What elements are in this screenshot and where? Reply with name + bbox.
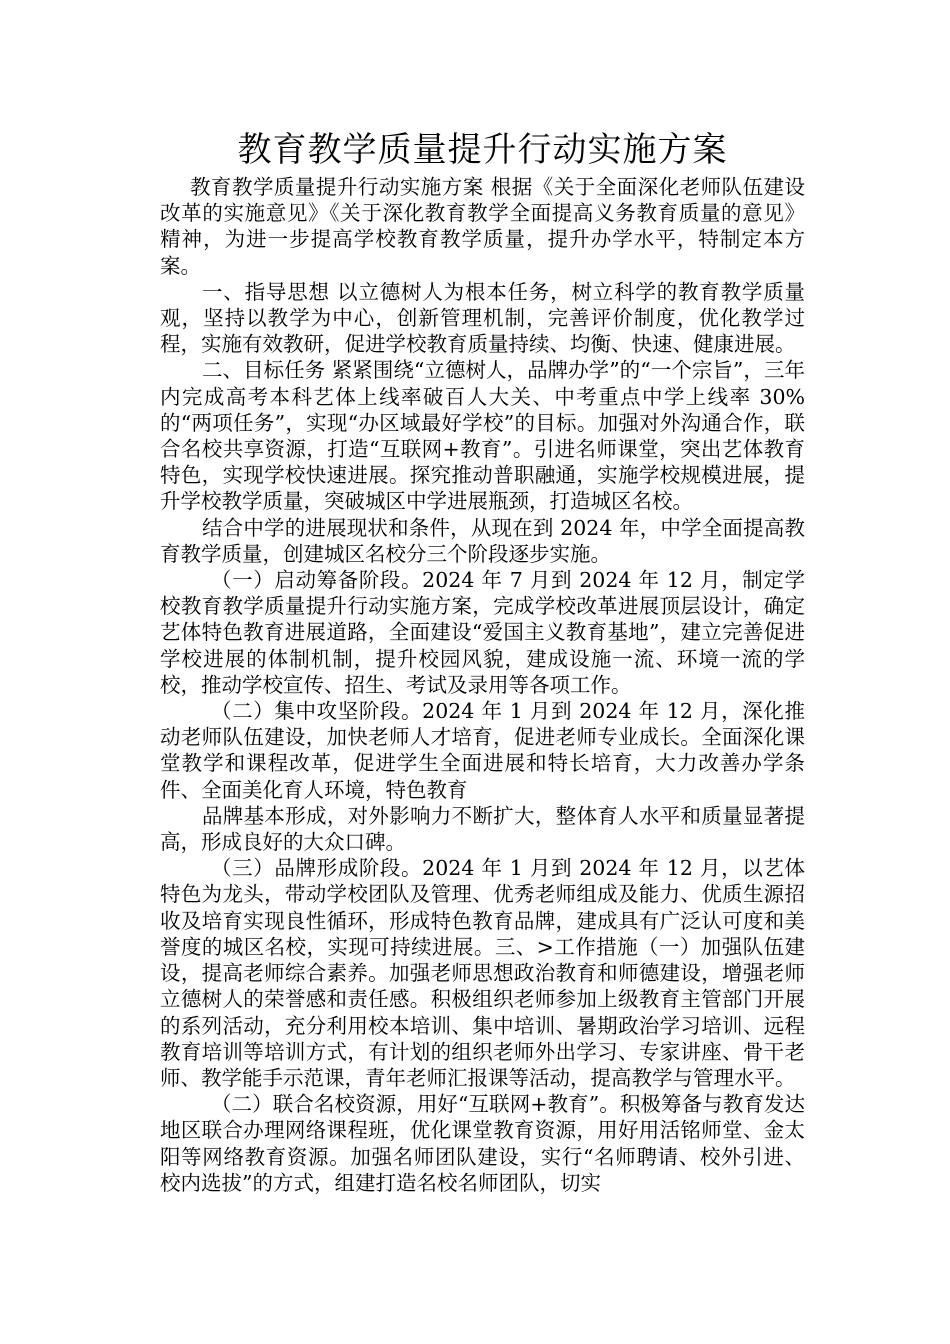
paragraph-measure-two: （二）联合名校资源，用好“互联网+教育”。积极筹备与教育发达地区联合办理网络课程班，优化课堂教育资源，用好用活铭师堂、金太阳等网络教育资源。加强名师团队建设，实行“名师聘请、校外引进、校内选拔”的方式，组建打造名校名师团队，切实 (160, 1092, 805, 1195)
paragraph-stage-one: （一）启动筹备阶段。2024 年 7 月到 2024 年 12 月，制定学校教育教学质量提升行动实施方案，完成学校改革进展顶层设计，确定艺体特色教育进展道路，全面建设“爱国主义教育基地”，建立完善促进学校进展的体制机制，提升校园风貌，建成设施一流、环境一流的学校，推动学校宣传、招生、考试及录用等各项工作。 (160, 568, 805, 697)
paragraph-stage-three-and-measures: （三）品牌形成阶段。2024 年 1 月到 2024 年 12 月，以艺体特色为龙头，带动学校团队及管理、优秀老师组成及能力、优质生源招收及培育实现良性循环，形成特色教育品牌，建成具有广泛认可度和美誉度的城区名校，实现可持续进展。三、>工作措施（一）加强队伍建设，提高老师综合素养。加强老师思想政治教育和师德建设，增强老师立德树人的荣誉感和责任感。积极组织老师参加上级教育主管部门开展的系列活动，充分利用校本培训、集中培训、暑期政治学习培训、远程教育培训等培训方式，有计划的组织老师外出学习、专家讲座、骨干老师、教学能手示范课，青年老师汇报课等活动，提高教学与管理水平。 (160, 856, 805, 1090)
paragraph-goals-tasks: 二、目标任务 紧紧围绕“立德树人，品牌办学”的“一个宗旨”，三年内完成高考本科艺体上线率破百人大关、中考重点中学上线率 30%的“两项任务”，实现“办区域最好学校”的目标。加强对外沟通合作，联合名校共享资源，打造“互联网+教育”。引进名师课堂，突出艺体教育特色，实现学校快速进展。探究推动普职融通，实施学校规模进展，提升学校教学质量，突破城区中学进展瓶颈，打造城区名校。 (160, 358, 805, 514)
paragraph-stage-two: （二）集中攻坚阶段。2024 年 1 月到 2024 年 12 月，深化推动老师队伍建设，加快老师人才培育，促进老师专业成长。全面深化课堂教学和课程改革，促进学生全面进展和特长培育，大力改善办学条件、全面美化育人环境，特色教育 (160, 699, 805, 802)
paragraph-intro: 教育教学质量提升行动实施方案 根据《关于全面深化老师队伍建设改革的实施意见》《关于深化教育教学全面提高义务教育质量的意见》精神，为进一步提高学校教育教学质量，提升办学水平，特制定本方案。 (160, 175, 805, 278)
paragraph-stage-two-continued: 品牌基本形成，对外影响力不断扩大，整体育人水平和质量显著提高，形成良好的大众口碑。 (160, 803, 805, 855)
paragraph-guiding-ideology: 一、指导思想 以立德树人为根本任务，树立科学的教育教学质量观，坚持以教学为中心，创新管理机制，完善评价制度，优化教学过程，实施有效教研，促进学校教育质量持续、均衡、快速、健康进展。 (160, 279, 805, 357)
document-title: 教育教学质量提升行动实施方案 (237, 130, 728, 170)
paragraph-three-stages: 结合中学的进展现状和条件，从现在到 2024 年，中学全面提高教育教学质量，创建城区名校分三个阶段逐步实施。 (160, 515, 805, 566)
document-page (160, 128, 805, 1196)
